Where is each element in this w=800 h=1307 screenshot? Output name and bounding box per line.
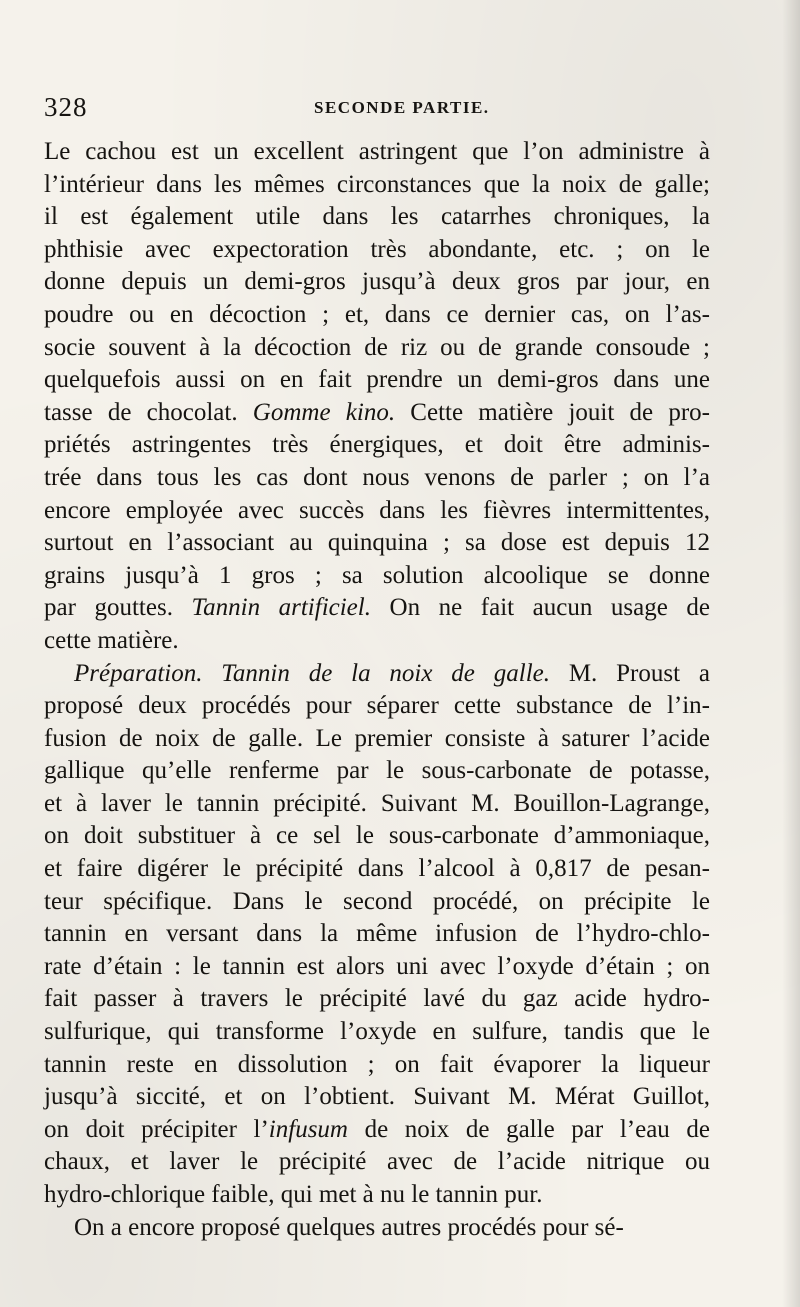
text-line [44, 755, 710, 788]
text-segment: hydro-chlorique faible, qui met à nu le tannin pur. [44, 1181, 543, 1208]
text-segment: on doit substituer à ce sel le sous-carbonate d’ammoniaque, [44, 822, 710, 850]
text-line [44, 169, 710, 202]
text-line [44, 658, 710, 691]
text-segment: surtout en l’associant au quinquina ; sa dose est depuis 12 [44, 529, 710, 557]
text-segment: proposé deux procédés pour séparer cette substance de l’in- [44, 692, 710, 720]
text-line [44, 625, 710, 658]
running-head: SECONDE PARTIE. [314, 98, 490, 117]
page-number: 328 [44, 92, 88, 122]
text-line [44, 429, 710, 462]
text-segment: Le cachou est un excellent astringent que l’on administre à [44, 138, 710, 165]
text-line [44, 495, 710, 528]
text-segment: et à laver le tannin précipité. Suivant M. Bouillon-Lagrange, [44, 789, 710, 817]
text-segment: fusion de noix de galle. Le premier consiste à saturer l’acide [44, 724, 710, 752]
italic-term: Préparation. Tannin de la noix de galle. [74, 659, 550, 687]
body-text [44, 136, 710, 1244]
text-segment: On a encore proposé quelques autres procédés pour sé- [74, 1213, 624, 1241]
text-line [44, 299, 710, 332]
text-segment: chaux, et laver le précipité avec de l’acide nitrique ou [44, 1148, 710, 1176]
text-segment: tannin en versant dans la même infusion de l’hydro-chlo- [44, 920, 710, 948]
text-line [44, 136, 710, 169]
text-segment: et faire digérer le précipité dans l’alcool à 0,817 de pesan- [44, 855, 710, 883]
text-segment: On ne fait aucun usage de [370, 594, 711, 622]
text-segment: sulfurique, qui transforme l’oxyde en sulfure, tandis que le [44, 1018, 710, 1046]
italic-term: infusum [268, 1115, 348, 1143]
text-segment: fait passer à travers le précipité lavé du gaz acide hydro- [44, 985, 710, 1013]
text-segment: socie souvent à la décoction de riz ou de grande consoude ; [44, 333, 710, 361]
text-line [44, 560, 710, 593]
text-line [44, 1212, 710, 1245]
text-line [44, 592, 710, 625]
text-segment: trée dans tous les cas dont nous venons de parler ; on l’a [44, 463, 710, 491]
text-line [44, 886, 710, 919]
text-segment: grains jusqu’à 1 gros ; sa solution alcoolique se donne [44, 561, 710, 589]
text-line [44, 1016, 710, 1049]
text-line [44, 266, 710, 299]
text-segment: phthisie avec expectoration très abondante, etc. ; on le [44, 235, 710, 263]
text-segment: tasse de chocolat. [44, 398, 253, 426]
text-segment: quelquefois aussi on en fait prendre un demi-gros dans une [44, 366, 710, 394]
text-segment: il est également utile dans les catarrhes chroniques, la [44, 203, 710, 231]
text-segment: encore employée avec succès dans les fièvres intermittentes, [44, 496, 710, 524]
text-segment: l’intérieur dans les mêmes circonstances que la noix de galle; [44, 170, 710, 198]
text-segment: poudre ou en décoction ; et, dans ce dernier cas, on l’as- [44, 300, 710, 328]
text-line [44, 1114, 710, 1147]
text-line [44, 820, 710, 853]
text-line [44, 462, 710, 495]
text-line [44, 364, 710, 397]
text-segment: on doit précipiter l’ [44, 1115, 269, 1143]
italic-term: Tannin artificiel. [191, 594, 371, 622]
text-segment: teur spécifique. Dans le second procédé, on précipite le [44, 887, 710, 915]
text-line [44, 788, 710, 821]
text-segment: rate d’étain : le tannin est alors uni avec l’oxyde d’étain ; on [44, 952, 710, 980]
text-line [44, 951, 710, 984]
text-segment: tannin reste en dissolution ; on fait évaporer la liqueur [44, 1050, 710, 1078]
text-segment: gallique qu’elle renferme par le sous-carbonate de potasse, [44, 757, 710, 785]
text-segment: donne depuis un demi-gros jusqu’à deux gros par jour, en [44, 268, 710, 296]
text-segment: Cette matière jouit de pro- [395, 398, 710, 426]
text-line [44, 1179, 710, 1212]
text-line [44, 918, 710, 951]
text-line [44, 397, 710, 430]
text-line [44, 853, 710, 886]
text-line [44, 201, 710, 234]
text-line [44, 723, 710, 756]
text-line [44, 332, 710, 365]
text-line [44, 1049, 710, 1082]
text-line [44, 234, 710, 267]
text-line [44, 1081, 710, 1114]
text-line [44, 690, 710, 723]
text-segment: jusqu’à siccité, et on l’obtient. Suivant M. Mérat Guillot, [44, 1083, 710, 1111]
text-line [44, 983, 710, 1016]
italic-term: Gomme kino. [252, 398, 396, 426]
page-edge-shadow [782, 0, 800, 1307]
text-segment: M. Proust a [549, 659, 710, 687]
text-segment: par gouttes. [44, 594, 192, 622]
text-line [44, 1146, 710, 1179]
text-segment: priétés astringentes très énergiques, et doit être adminis- [44, 431, 710, 459]
text-segment: de noix de galle par l’eau de [347, 1115, 710, 1143]
text-line [44, 527, 710, 560]
page-header [44, 92, 704, 128]
text-segment: cette matière. [44, 626, 179, 654]
